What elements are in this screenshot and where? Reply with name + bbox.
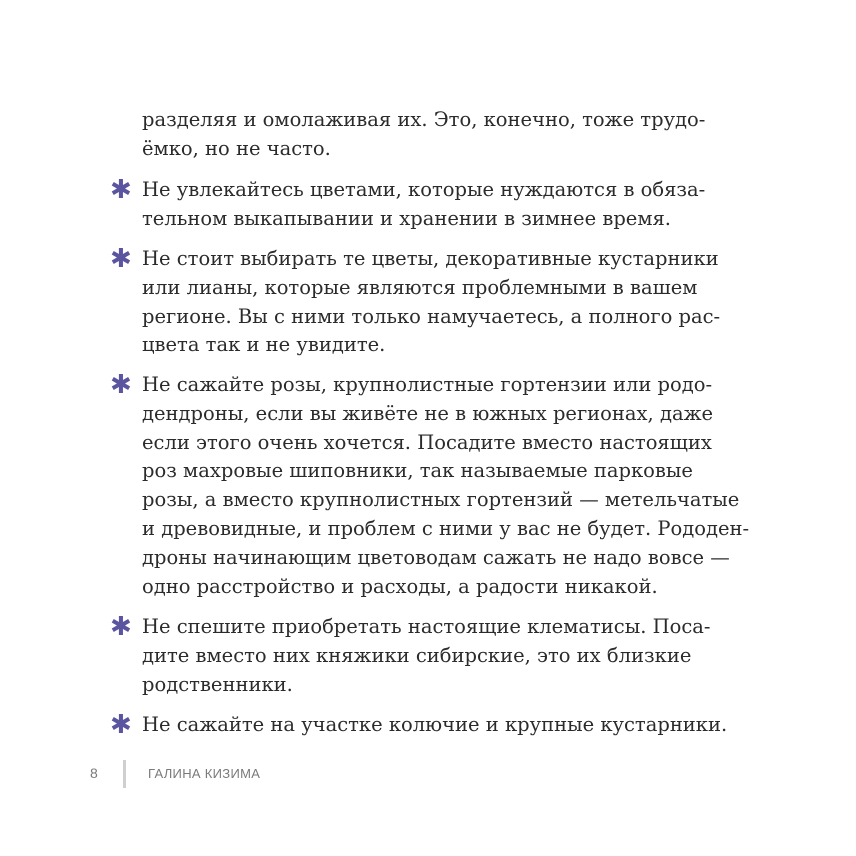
text-line: Не спешите приобретать настоящие клематисы. Поса- <box>142 615 711 638</box>
text-line: и древовидные, и проблем с ними у вас не будет. Рододен- <box>142 516 750 540</box>
text-line: дендроны, если вы живёте не в южных регионах, даже <box>142 401 714 425</box>
list-item <box>142 245 782 360</box>
text-line: Не стоит выбирать те цветы, декоративные кустарники <box>142 247 719 270</box>
page-number: 8 <box>90 765 98 781</box>
text-line: тельном выкапывании и хранении в зимнее время. <box>142 206 672 230</box>
text-line: ёмко, но не часто. <box>142 136 331 160</box>
list-item <box>142 711 782 740</box>
text-line: регионе. Вы с ними только намучаетесь, а полного рас- <box>142 304 721 328</box>
text-line: роз махровые шиповники, так называемые парковые <box>142 459 693 483</box>
text-line: разделяя и омолаживая их. Это, конечно, тоже трудо- <box>142 108 706 131</box>
text-line: если этого очень хочется. Посадите вместо настоящих <box>142 430 712 454</box>
list-item <box>142 371 782 601</box>
list-item <box>142 176 782 234</box>
text-line: дите вместо них княжики сибирские, это их близкие <box>142 643 692 667</box>
text-line: дроны начинающим цветоводам сажать не надо вовсе — <box>142 545 730 569</box>
footer-divider <box>123 760 126 788</box>
list-item <box>142 613 782 699</box>
text-line: цвета так и не увидите. <box>142 333 386 357</box>
asterisk-bullet-icon: ✱ <box>110 612 132 642</box>
asterisk-bullet-icon: ✱ <box>110 370 132 400</box>
asterisk-bullet-icon: ✱ <box>110 710 132 740</box>
asterisk-bullet-icon: ✱ <box>110 244 132 274</box>
text-line: родственники. <box>142 672 293 696</box>
text-line: одно расстройство и расходы, а радости никакой. <box>142 574 658 598</box>
running-footer-author: ГАЛИНА КИЗИМА <box>148 766 261 781</box>
text-line: Не сажайте розы, крупнолистные гортензии или родо- <box>142 373 713 396</box>
text-line: розы, а вместо крупнолистных гортензий — метельчатые <box>142 488 740 512</box>
text-line: или лианы, которые являются проблемными в вашем <box>142 275 698 299</box>
text-line: Не сажайте на участке колючие и крупные кустарники. <box>142 713 728 736</box>
continuation-paragraph <box>142 106 782 164</box>
text-line: Не увлекайтесь цветами, которые нуждаются в обяза- <box>142 178 706 201</box>
asterisk-bullet-icon: ✱ <box>110 175 132 205</box>
